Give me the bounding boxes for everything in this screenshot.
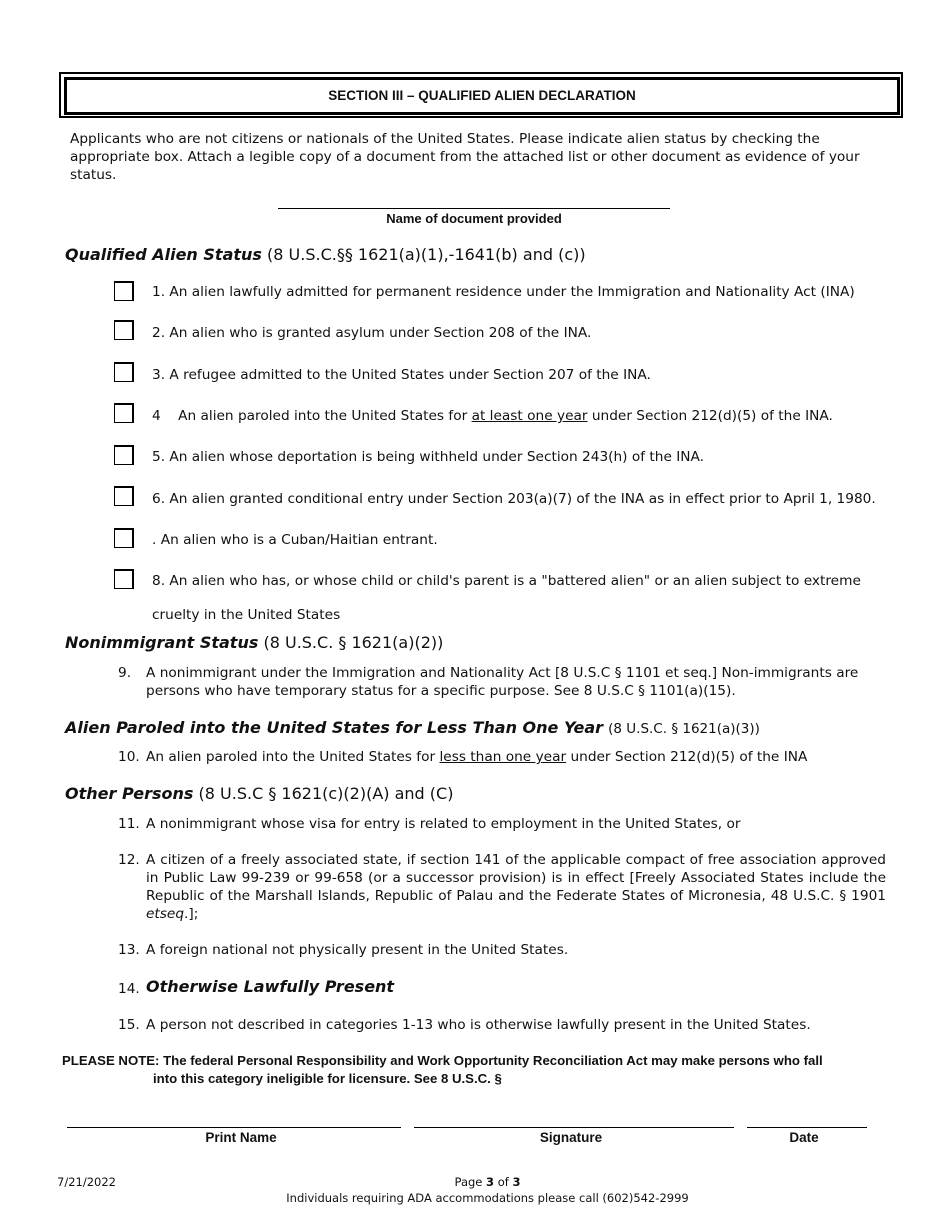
print-name-label: Print Name [205,1130,277,1145]
item-9-number: 9. [118,665,132,681]
checkbox-item-6[interactable] [114,486,134,506]
page-number [300,1174,675,1190]
document-name-label: Name of document provided [386,211,562,226]
qualified-item-2: 2. An alien who is granted asylum under Section 208 of the INA. [152,325,592,341]
item-10-post: under Section 212(d)(5) of the INA [566,749,808,765]
qualified-item-1: 1. An alien lawfully admitted for permanent residence under the Immigration and Nationality Act (INA) [152,284,855,300]
checkbox-item-1[interactable] [114,281,134,301]
document-name-line[interactable] [278,208,670,209]
qualified-item-8-continued: cruelty in the United States [152,607,341,623]
item-13-number: 13. [118,942,140,958]
other-persons-citation: (8 U.S.C § 1621(c)(2)(A) and (C) [198,784,454,803]
item-11-text: A nonimmigrant whose visa for entry is related to employment in the United States, or [146,816,741,832]
note-line-2: into this category ineligible for licensure. See 8 U.S.C. § [153,1071,502,1086]
note-line-1: The federal Personal Responsibility and Work Opportunity Reconciliation Act may make persons who fall [163,1053,823,1068]
item-12-tail: .]; [184,906,199,922]
item-14-text: Otherwise Lawfully Present [146,977,395,996]
ada-notice: Individuals requiring ADA accommodations please call (602)542-2999 [286,1191,689,1205]
checkbox-item-3[interactable] [114,362,134,382]
paroled-item-10 [118,748,878,768]
qualified-item-4-post: under Section 212(d)(5) of the INA. [587,408,833,424]
qualified-item-3: 3. A refugee admitted to the United States under Section 207 of the INA. [152,367,651,383]
item-13-text: A foreign national not physically present in the United States. [146,942,569,958]
item-14-number: 14. [118,981,140,997]
signature-label: Signature [539,1130,603,1145]
nonimmigrant-citation: (8 U.S.C. § 1621(a)(2)) [263,633,444,652]
nonimmigrant-heading [65,633,443,653]
nonimmigrant-item-9 [118,664,878,704]
qualified-alien-citation: (8 U.S.C.§§ 1621(a)(1),-1641(b) and (c)) [267,245,586,264]
qualified-alien-title: Qualified Alien Status [65,245,262,264]
item-12-body: A citizen of a freely associated state, if section 141 of the applicable compact of free association approved in Public Law 99-239 or 99-658 (or a successor provision) is in effect [Freely Associated States include the Republic of the Marshall Islands, Republic of Palau and the Federate States of Micronesia, 48 U.S.C. § 1901 [146,852,886,904]
footer-date: 7/21/2022 [57,1175,116,1189]
date-line[interactable] [747,1127,867,1128]
checkbox-item-7[interactable] [114,528,134,548]
paroled-heading [65,718,760,739]
other-item-14 [118,978,888,1000]
qualified-item-6: 6. An alien granted conditional entry under Section 203(a)(7) of the INA as in effect prior to April 1, 1980. [152,491,876,507]
qualified-item-4-underline: at least one year [471,408,588,424]
qualified-item-4-pre: 4 An alien paroled into the United States for [152,408,472,424]
item-10-number: 10. [118,749,140,765]
item-15-number: 15. [118,1017,140,1033]
other-item-15 [118,1016,888,1036]
other-item-13 [118,941,888,961]
page-word: Page [454,1175,487,1189]
item-12-number: 12. [118,852,140,868]
other-item-12 [118,851,888,931]
print-name-line[interactable] [67,1127,401,1128]
item-12-text [146,851,886,923]
qualified-item-4 [152,407,833,425]
please-note [62,1052,892,1088]
item-10-underline: less than one year [439,749,567,765]
qualified-alien-heading [65,245,586,265]
signature-line[interactable] [414,1127,734,1128]
qualified-item-5: 5. An alien whose deportation is being withheld under Section 243(h) of the INA. [152,449,704,465]
item-9-text: A nonimmigrant under the Immigration and Nationality Act [8 U.S.C § 1101 et seq.] Non-immigrants are persons who have temporary status for a specific purpose. See 8 U.S.C § 1101(a)(15). [146,665,859,699]
nonimmigrant-title: Nonimmigrant Status [65,633,259,652]
section-title: SECTION III – QUALIFIED ALIEN DECLARATION [328,88,636,103]
checkbox-item-5[interactable] [114,445,134,465]
item-15-text: A person not described in categories 1-13 who is otherwise lawfully present in the United States. [146,1017,811,1033]
intro-paragraph: Applicants who are not citizens or nationals of the United States. Please indicate alien status by checking the appropriate box. Attach a legible copy of a document from the attached list or other document as evidence of your status. [70,131,860,183]
checkbox-item-4[interactable] [114,403,134,423]
other-item-11 [118,815,888,835]
page-current: 3 [486,1175,495,1189]
item-10-text [146,748,807,766]
checkbox-item-8[interactable] [114,569,134,589]
item-10-pre: An alien paroled into the United States for [146,749,440,765]
note-label: PLEASE NOTE: [62,1053,164,1068]
item-12-italic: etseq [146,906,185,922]
qualified-item-7: . An alien who is a Cuban/Haitian entrant. [152,532,438,548]
paroled-citation: (8 U.S.C. § 1621(a)(3)) [608,721,760,737]
page-total: 3 [512,1175,521,1189]
date-label: Date [789,1130,819,1145]
other-persons-heading [65,784,453,804]
qualified-item-8: 8. An alien who has, or whose child or child's parent is a "battered alien" or an alien subject to extreme [152,573,861,589]
item-11-number: 11. [118,816,140,832]
checkbox-item-2[interactable] [114,320,134,340]
other-persons-title: Other Persons [65,784,194,803]
paroled-title: Alien Paroled into the United States for Less Than One Year [65,718,604,737]
of-word: of [494,1175,513,1189]
